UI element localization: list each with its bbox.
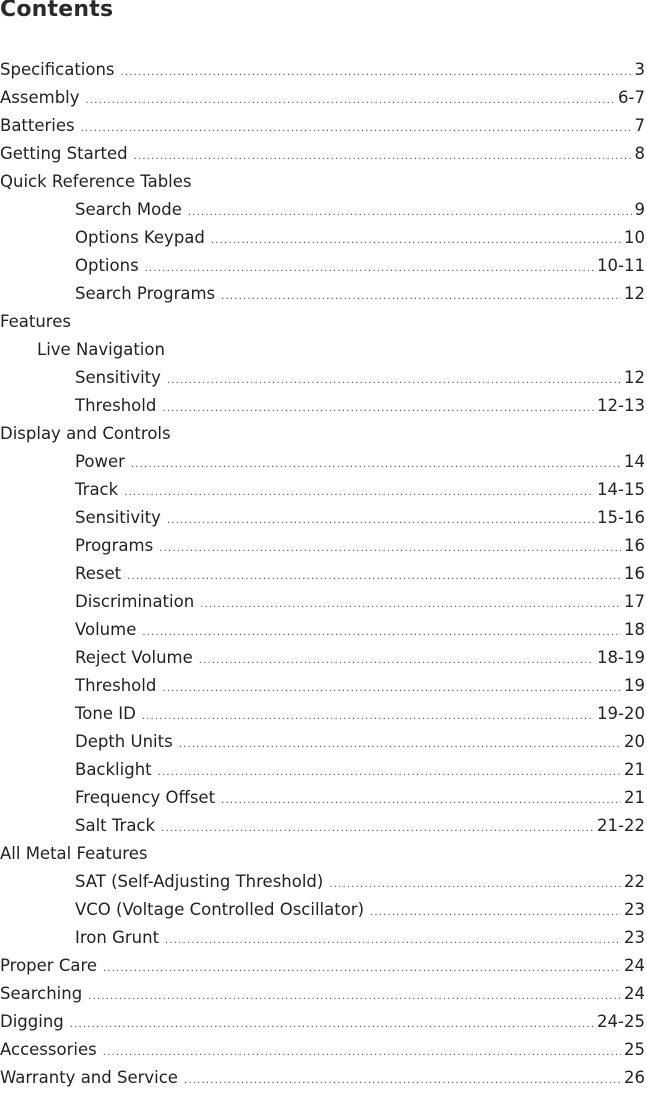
toc-entry-page: 24-25 [597,1008,647,1036]
toc-entry [0,980,647,1008]
toc-entry-label: Reject Volume [75,644,193,672]
toc-entry-label: Search Mode [75,196,182,224]
toc-entry-label: Power [75,448,125,476]
dot-leader [329,871,621,899]
toc-entry-label: Discrimination [75,588,194,616]
toc-entry-label: Assembly [0,84,80,112]
toc-entry-page: 20 [624,728,647,756]
toc-entry-label: Reset [75,560,121,588]
toc-entry [0,252,647,280]
toc-entry-label: Sensitivity [75,504,161,532]
toc-entry-page: 23 [624,924,647,952]
dot-leader [81,115,632,143]
dot-leader [86,87,616,115]
toc-entry-page: 8 [635,140,647,168]
dot-leader [162,675,621,703]
toc-entry-label: Quick Reference Tables [0,168,192,196]
toc-entry [0,644,647,672]
toc-entry-label: Live Navigation [37,336,165,364]
toc-entry-page: 10-11 [597,252,647,280]
toc-entry [0,868,647,896]
dot-leader [124,479,594,507]
toc-entry [0,588,647,616]
dot-leader [184,1067,621,1095]
toc-entry [0,280,647,308]
toc-entry [0,728,647,756]
toc-entry [0,448,647,476]
toc-entry-page: 16 [624,532,647,560]
toc-entry-label: Getting Started [0,140,128,168]
dot-leader [162,395,594,423]
toc-entry-label: Volume [75,616,136,644]
toc-entry [0,196,647,224]
toc-entry-label: Search Programs [75,280,215,308]
toc-entry [0,336,647,364]
dot-leader [158,759,621,787]
toc-entry [0,476,647,504]
toc-entry-page: 6-7 [618,84,647,112]
toc-entry [0,168,647,196]
dot-leader [167,507,594,535]
toc-entry-label: Depth Units [75,728,173,756]
toc-entry-page: 21 [624,784,647,812]
dot-leader [103,955,621,983]
toc-entry-page: 18 [624,616,647,644]
toc-entry-label: Warranty and Service [0,1064,178,1092]
toc-entry-page: 18-19 [597,644,647,672]
toc-entry-label: All Metal Features [0,840,147,868]
dot-leader [127,563,621,591]
toc-entry-page: 14 [624,448,647,476]
toc-entry-label: Sensitivity [75,364,161,392]
toc-entry [0,560,647,588]
toc-entry-label: Accessories [0,1036,97,1064]
toc-entry [0,840,647,868]
toc-entry-page: 12 [624,280,647,308]
toc-entry-label: Digging [0,1008,64,1036]
toc-entry [0,420,647,448]
dot-leader [188,199,632,227]
toc-entry-page: 17 [624,588,647,616]
toc-entry-page: 9 [635,196,647,224]
dot-leader [200,591,621,619]
toc-entry-page: 12-13 [597,392,647,420]
toc-entry-page: 24 [624,952,647,980]
toc-entry [0,784,647,812]
toc-entry-label: Proper Care [0,952,97,980]
toc-entry [0,896,647,924]
toc-entry-label: Options Keypad [75,224,205,252]
table-of-contents [0,56,647,1092]
toc-entry-page: 10 [624,224,647,252]
toc-entry-page: 26 [624,1064,647,1092]
toc-entry-label: Display and Controls [0,420,171,448]
toc-entry [0,364,647,392]
toc-entry-page: 19 [624,672,647,700]
dot-leader [167,367,621,395]
toc-entry-label: SAT (Self-Adjusting Threshold) [75,868,323,896]
toc-entry-page: 15-16 [597,504,647,532]
dot-leader [221,787,621,815]
toc-entry [0,756,647,784]
dot-leader [199,647,594,675]
toc-entry-page: 12 [624,364,647,392]
toc-entry-page: 3 [635,56,647,84]
toc-entry-label: Searching [0,980,82,1008]
dot-leader [221,283,621,311]
toc-entry-label: Programs [75,532,153,560]
toc-entry-label: VCO (Voltage Controlled Oscillator) [75,896,364,924]
toc-entry-label: Threshold [75,392,156,420]
toc-entry [0,1008,647,1036]
toc-entry-page: 21-22 [597,812,647,840]
dot-leader [88,983,621,1011]
toc-entry [0,616,647,644]
toc-entry [0,84,647,112]
dot-leader [134,143,632,171]
toc-entry-page: 19-20 [597,700,647,728]
toc-entry [0,140,647,168]
toc-entry [0,532,647,560]
toc-entry-label: Options [75,252,139,280]
toc-entry-label: Threshold [75,672,156,700]
toc-entry [0,112,647,140]
dot-leader [70,1011,594,1039]
toc-entry-label: Features [0,308,71,336]
toc-entry [0,308,647,336]
toc-entry-page: 16 [624,560,647,588]
toc-entry-page: 25 [624,1036,647,1064]
dot-leader [211,227,621,255]
dot-leader [142,619,621,647]
dot-leader [103,1039,621,1067]
toc-entry-page: 22 [624,868,647,896]
toc-entry-page: 21 [624,756,647,784]
toc-entry-label: Backlight [75,756,152,784]
toc-entry-label: Batteries [0,112,75,140]
toc-entry [0,700,647,728]
toc-entry [0,224,647,252]
toc-entry-label: Track [75,476,118,504]
toc-entry-label: Tone ID [75,700,136,728]
toc-entry-label: Iron Grunt [75,924,159,952]
toc-entry [0,56,647,84]
page-title: Contents [0,0,113,22]
toc-entry [0,924,647,952]
toc-entry-page: 7 [635,112,647,140]
toc-entry-page: 24 [624,980,647,1008]
toc-entry-page: 14-15 [597,476,647,504]
toc-entry [0,392,647,420]
toc-entry [0,1036,647,1064]
toc-entry [0,504,647,532]
toc-entry-page: 23 [624,896,647,924]
toc-entry [0,952,647,980]
toc-entry [0,812,647,840]
toc-entry-label: Specifications [0,56,115,84]
dot-leader [179,731,621,759]
dot-leader [159,535,621,563]
dot-leader [165,927,621,955]
dot-leader [121,59,632,87]
dot-leader [142,703,594,731]
dot-leader [370,899,621,927]
dot-leader [161,815,594,843]
dot-leader [145,255,594,283]
dot-leader [131,451,621,479]
toc-entry-label: Frequency Offset [75,784,215,812]
toc-entry-label: Salt Track [75,812,155,840]
toc-entry [0,672,647,700]
